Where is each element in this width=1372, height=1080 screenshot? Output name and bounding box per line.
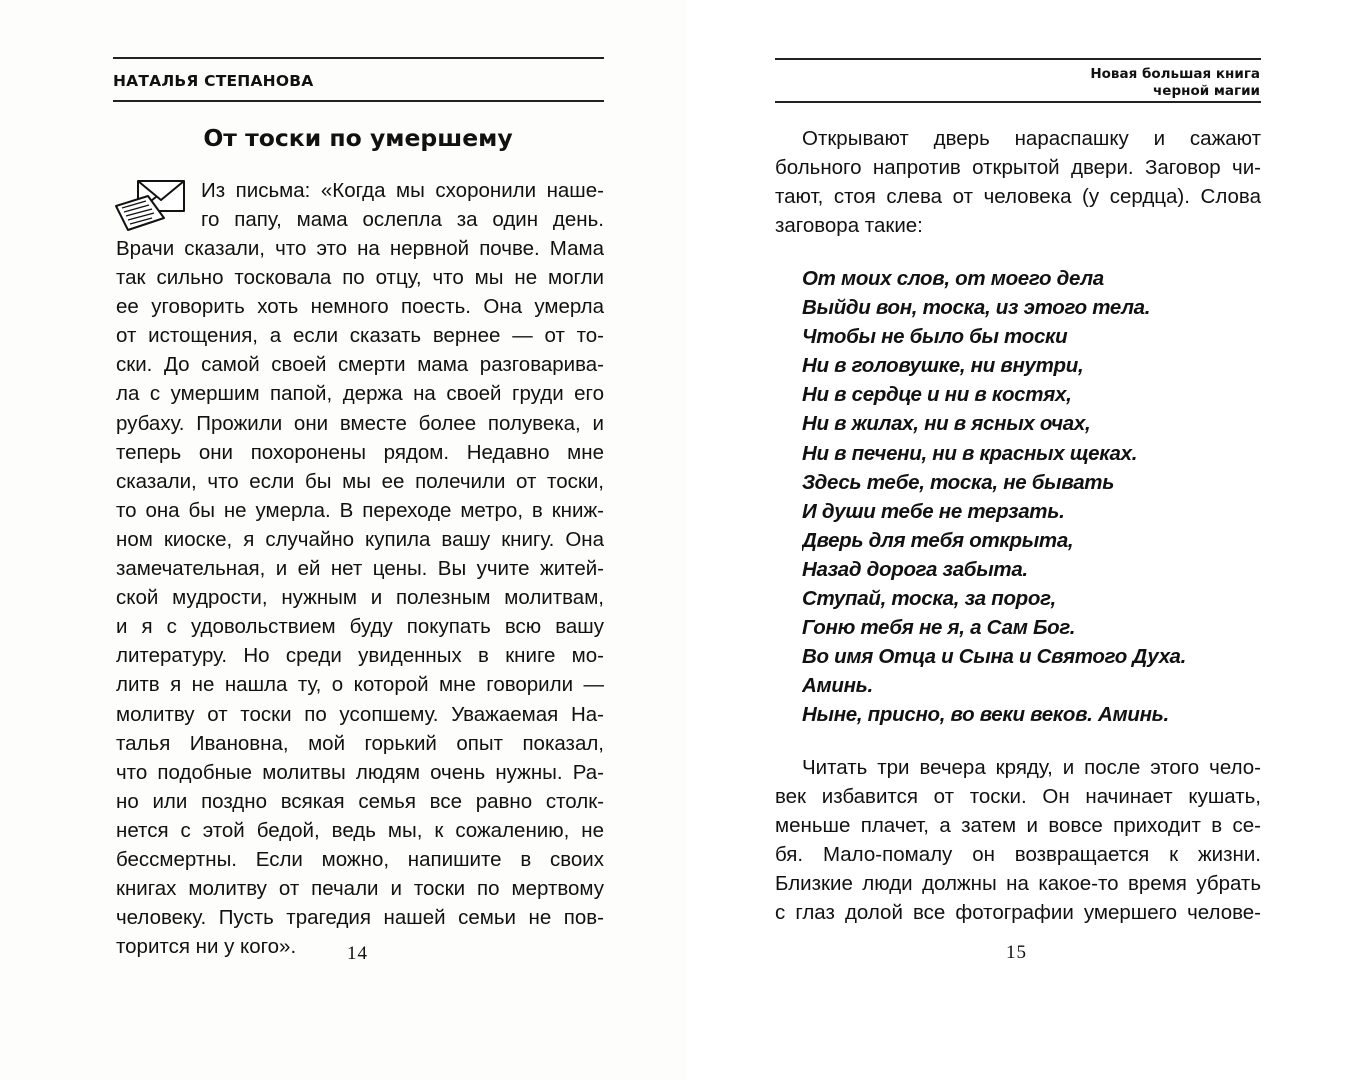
book-title-line: черной магии xyxy=(1153,83,1260,99)
incantation-verse xyxy=(802,264,1222,730)
text-line: но или поздно всякая семья все равно столк- xyxy=(116,789,604,813)
verse-line: Гоню тебя не я, а Сам Бог. xyxy=(802,616,1076,640)
text-line: рубаху. Прожили они вместе более полувека, и xyxy=(116,411,604,435)
verse-line: Ни в печени, ни в красных щеках. xyxy=(802,441,1138,465)
running-head-book-title xyxy=(1090,66,1260,100)
text-line: меньше плачет, а затем и вовсе приходит в се- xyxy=(775,814,1261,838)
running-head-author: НАТАЛЬЯ СТЕПАНОВА xyxy=(113,72,314,90)
text-line: литв я не нашла ту, о которой мне говорили — xyxy=(116,673,604,697)
text-line: талья Ивановна, мой горький опыт показал, xyxy=(116,731,604,755)
text-line: что подобные молитвы людям очень нужны. Ра- xyxy=(116,760,604,784)
verse-line: Ни в сердце и ни в костях, xyxy=(802,383,1072,407)
text-line: Открывают дверь нараспашку и сажают xyxy=(802,127,1261,150)
text-line: книгах молитву от печали и тоски по мертвому xyxy=(116,877,604,901)
text-line: теперь они похоронены рядом. Недавно мне xyxy=(116,440,604,464)
text-line: ски. До самой своей смерти мама разговарива- xyxy=(116,353,604,377)
verse-line: От моих слов, от моего дела xyxy=(802,267,1104,290)
verse-line: И души тебе не терзать. xyxy=(802,499,1065,523)
text-line: сказали, что если бы мы ее полечили от тоски, xyxy=(116,469,604,493)
page-number: 14 xyxy=(347,943,368,964)
text-line: с глаз долой все фотографии умершего челове- xyxy=(775,901,1261,925)
text-line: молитву от тоски по усопшему. Уважаемая На- xyxy=(116,702,604,726)
text-line: так сильно тосковала по отцу, что мы не могли xyxy=(116,266,604,290)
text-line: Из письма: «Когда мы схоронили наше- xyxy=(201,179,604,202)
text-line: заговора такие: xyxy=(775,214,923,238)
verse-line: Выйди вон, тоска, из этого тела. xyxy=(802,296,1151,320)
text-line: бессмертны. Если можно, напишите в своих xyxy=(116,847,604,871)
verse-line: Во имя Отца и Сына и Святого Духа. xyxy=(802,645,1187,669)
verse-line: Чтобы не было бы тоски xyxy=(802,325,1068,349)
text-line: то она бы не умерла. В переходе метро, в книж- xyxy=(116,498,604,522)
text-line: ла с умершим папой, держа на своей груди его xyxy=(116,382,604,406)
page-number: 15 xyxy=(1006,942,1027,963)
text-line: ской мудрости, нужным и полезным молитвам, xyxy=(116,586,604,610)
text-line: век избавится от тоски. Он начинает кушать, xyxy=(775,785,1261,809)
verse-line: Ступай, тоска, за порог, xyxy=(802,587,1056,611)
text-line: литературу. Но среди увиденных в книге мо- xyxy=(116,644,604,668)
text-line: бя. Мало-помалу он возвращается к жизни. xyxy=(775,843,1261,867)
text-line: замечательная, и ей нет цены. Вы учите житей- xyxy=(116,557,604,581)
verse-line: Здесь тебе, тоска, не бывать xyxy=(802,470,1115,494)
verse-line: Назад дорога забыта. xyxy=(802,557,1028,581)
text-line: нется с этой бедой, ведь мы, к сожалению, не xyxy=(116,818,604,842)
header-rule-top xyxy=(113,57,604,59)
text-line: го папу, мама ослепла за один день. xyxy=(201,208,604,232)
text-line: Врачи сказали, что это на нервной почве. Мама xyxy=(116,237,604,260)
text-line: ее уговорить хоть немного поесть. Она умерла xyxy=(116,295,604,319)
text-line: Читать три вечера кряду, и после этого чело- xyxy=(802,756,1261,779)
chapter-title: От тоски по умершему xyxy=(203,124,513,152)
text-line: тают, стоя слева от человека (у сердца). Слова xyxy=(775,185,1261,209)
text-line: больного напротив открытой двери. Заговор чи- xyxy=(775,156,1261,180)
header-rule-bottom xyxy=(775,101,1261,103)
text-line: от истощения, а если сказать вернее — от то- xyxy=(116,324,604,348)
intro-paragraph xyxy=(775,124,1261,240)
text-line: и я с удовольствием буду покупать всю вашу xyxy=(116,615,604,639)
letter-intro xyxy=(201,176,604,234)
book-title-line: Новая большая книга xyxy=(1090,66,1260,82)
verse-line: Ныне, присно, во веки веков. Аминь. xyxy=(802,703,1169,727)
verse-line: Ни в жилах, ни в ясных очах, xyxy=(802,412,1091,436)
letter-body xyxy=(116,234,604,961)
text-line: ном киоске, я случайно купила вашу книгу. Она xyxy=(116,527,604,551)
text-line: человеку. Пусть трагедия нашей семьи не пов- xyxy=(116,906,604,930)
header-rule-top xyxy=(775,58,1261,60)
verse-line: Дверь для тебя открыта, xyxy=(802,528,1074,552)
text-line: Близкие люди должны на какое-то время убрать xyxy=(775,872,1261,896)
header-rule-bottom xyxy=(113,100,604,102)
letter-envelope-icon xyxy=(112,178,188,234)
verse-line: Аминь. xyxy=(802,674,873,698)
closing-paragraph xyxy=(775,753,1261,928)
right-page xyxy=(686,0,1372,1080)
verse-line: Ни в головушке, ни внутри, xyxy=(802,354,1084,378)
text-line: торится ни у кого». xyxy=(116,935,297,959)
